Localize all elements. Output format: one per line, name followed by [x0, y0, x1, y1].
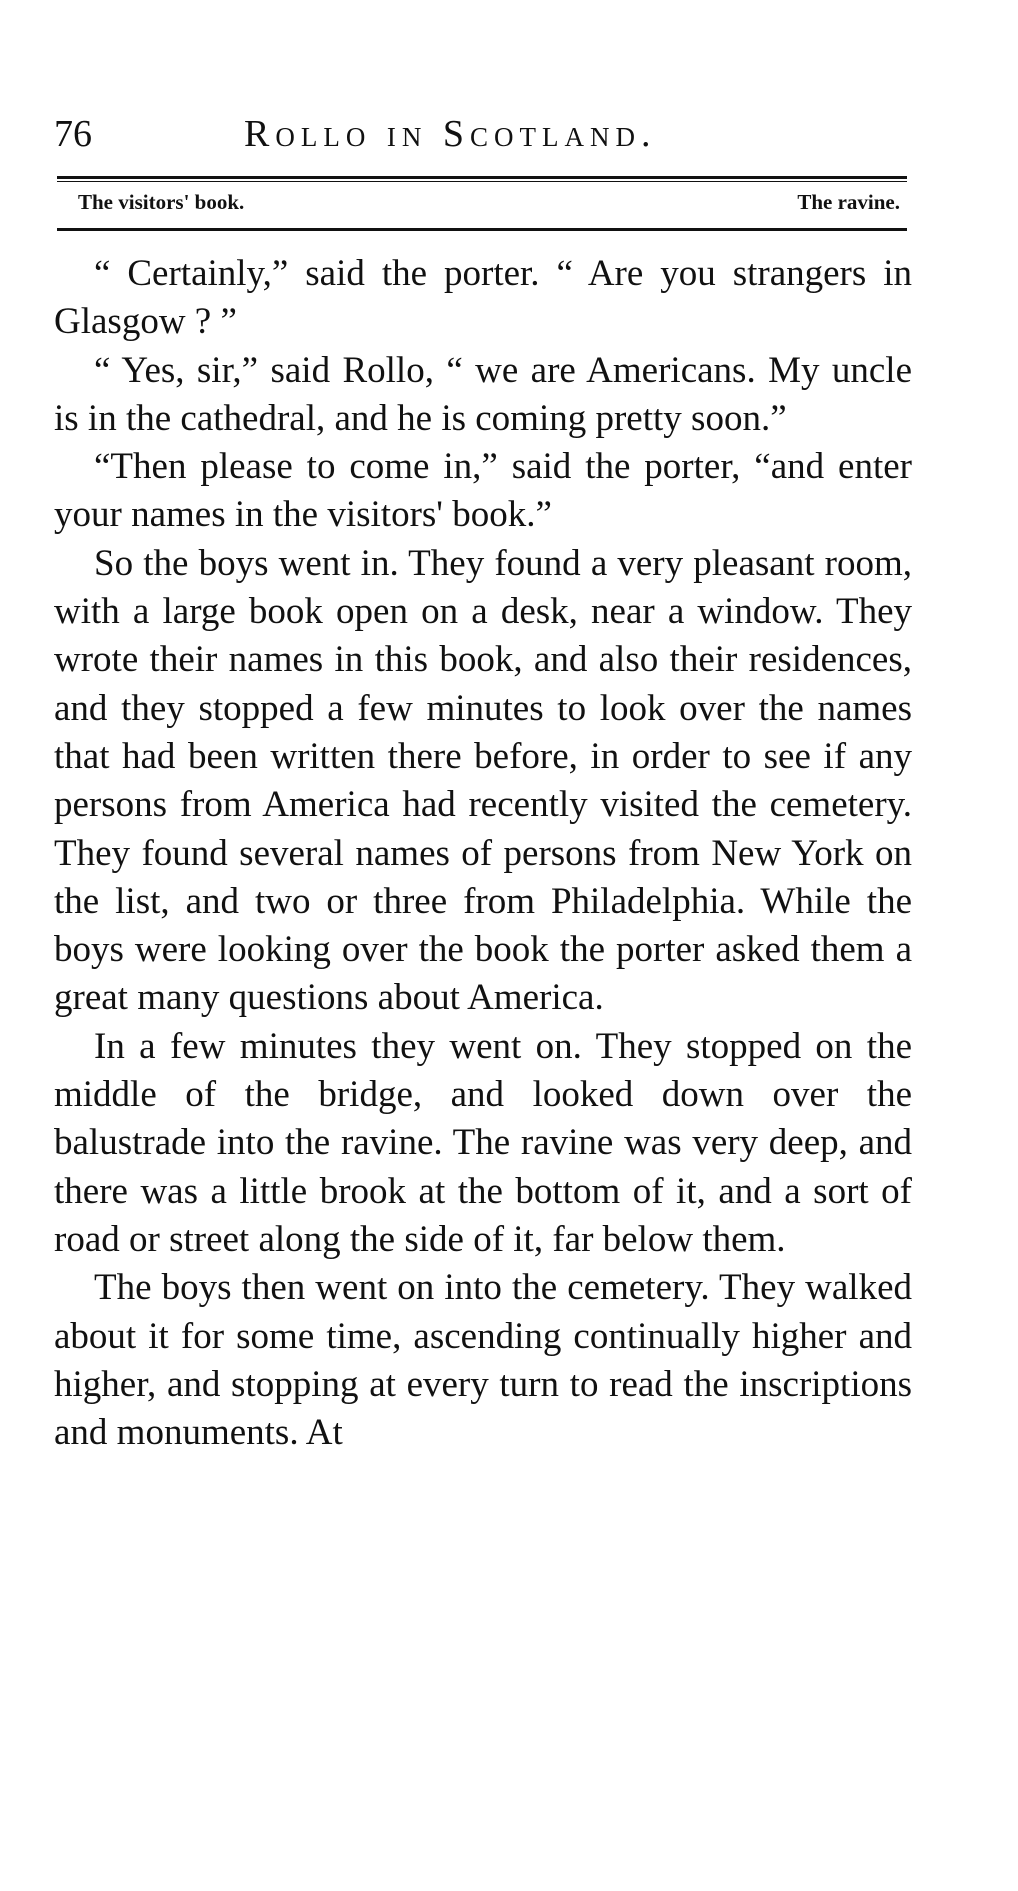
subhead-left: The visitors' book. — [78, 190, 245, 214]
subhead-right: The ravine. — [797, 190, 900, 214]
header-rule-thin — [57, 181, 907, 182]
paragraph: So the boys went in. They found a very pleasant room, with a large book open on a desk, near a window. They wrote their names in this book, and also their residences, and they stopped a few minutes to look over the names that had been written there before, in order to see if any persons from America had recently visited the cemetery. They found several names of persons from New York on the list, and two or three from Philadelphia. While the boys were looking over the book the porter asked them a great many questions about America. — [54, 542, 912, 1019]
paragraph: In a few minutes they went on. They stopped on the middle of the bridge, and looked down over the balustrade into the ravine. The ravine was very deep, and there was a little brook at the bottom of it, and a sort of road or street along the side of it, far below them. — [54, 1025, 912, 1260]
page-number: 76 — [54, 113, 92, 155]
section-subheads — [78, 190, 900, 222]
body-text — [54, 250, 912, 1457]
paragraph: “ Yes, sir,” said Rollo, “ we are Americans. My uncle is in the cathedral, and he is coming pretty soon.” — [54, 349, 912, 439]
book-title: Rollo in Scotland. — [244, 113, 657, 155]
paragraph: “ Certainly,” said the porter. “ Are you strangers in Glasgow ? ” — [54, 253, 912, 343]
paragraph: “Then please to come in,” said the porter, “and enter your names in the visitors' book.” — [54, 446, 912, 536]
header-rule-top — [57, 176, 907, 179]
running-head — [54, 112, 914, 158]
paragraph: The boys then went on into the cemetery. They walked about it for some time, ascending continually higher and higher, and stopping at every turn to read the inscriptions and monuments. At — [54, 1267, 912, 1454]
header-rule-bottom — [57, 228, 907, 231]
